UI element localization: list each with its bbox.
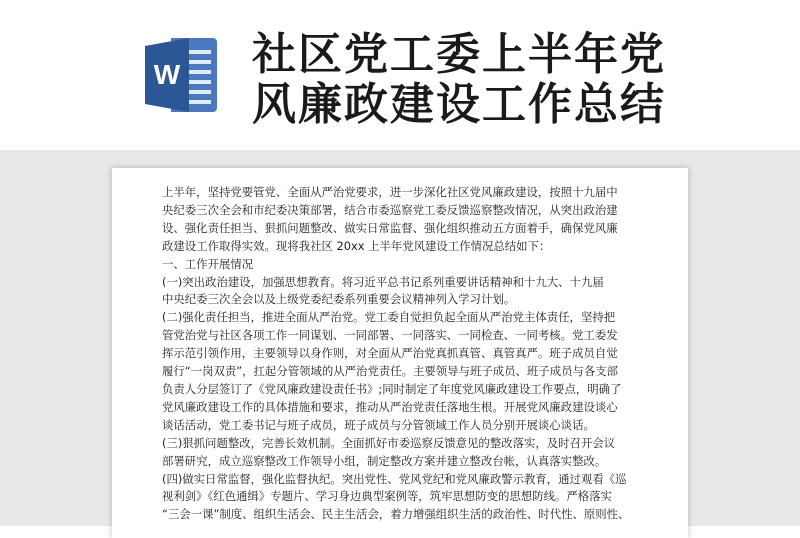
document-line: “三会一课”制度、组织生活会、民主生活会，着力增强组织生活的政治性、时代性、原则性、 [162, 507, 630, 522]
document-line: 管党治党与社区各项工作一同谋划、一同部署、一同落实、一同检查、一同考核。党工委发 [162, 328, 618, 343]
document-page [112, 168, 688, 538]
document-line: 设、强化责任担当、狠抓问题整改、做实日常监督、强化组织推动五方面着手，确保党风廉 [162, 220, 618, 235]
document-line: (一)突出政治建设，加强思想教育。将习近平总书记系列重要讲话精神和十九大、十九届 [162, 274, 604, 289]
document-line: 党风廉政建设工作的具体措施和要求，推动从严治党责任落地生根。开展党风廉政建设谈心 [162, 399, 618, 414]
document-body [162, 184, 662, 524]
document-line: (二)强化责任担当，推进全面从严治党。党工委自觉担负起全面从严治党主体责任，坚持把 [162, 310, 616, 325]
document-line: 挥示范引领作用，主要领导以身作则，对全面从严治党真抓真管、真管真严。班子成员自觉 [162, 346, 618, 361]
title-line-2: 风廉政建设工作总结 [252, 79, 666, 130]
document-line: 央纪委三次全会和市纪委决策部署，结合市委巡察党工委反馈巡察整改情况，从突出政治建 [162, 202, 618, 217]
header-area [0, 0, 800, 150]
title-line-1: 社区党工委上半年党 [252, 29, 666, 80]
document-line: 中央纪委三次全会以及上级党委纪委系列重要会议精神列入学习计划。 [162, 292, 516, 307]
document-line: 上半年，坚持党要管党、全面从严治党要求，进一步深化社区党风廉政建设，按照十九届中 [162, 185, 618, 199]
word-document-icon [141, 34, 223, 116]
document-line: 谈话活动，党工委书记与班子成员，班子成员与分管领域工作人员分别开展谈心谈话。 [162, 417, 595, 432]
document-line: (四)做实日常监督，强化监督执纪。突出党性、党风党纪和党风廉政警示教育，通过观看《巡 [162, 471, 627, 486]
document-line: (三)狠抓问题整改，完善长效机制。全面抓好市委巡察反馈意见的整改落实，及时召开会议 [162, 435, 616, 450]
word-icon-letter: W [153, 59, 181, 90]
document-line: 政建设工作取得实效。现将我社区 20xx 上半年党风建设工作情况总结如下： [162, 238, 551, 253]
section-heading: 一、工作开展情况 [162, 256, 254, 271]
document-line: 部署研究，成立巡察整改工作领导小组，制定整改方案并建立整改台帐，认真落实整改。 [162, 453, 607, 468]
document-line: 负责人分层签订了《党风廉政建设责任书》;同时制定了年度党风廉政建设工作要点，明确了 [162, 381, 622, 396]
page-title [252, 30, 772, 130]
document-line: 视利剑》《红色通缉》专题片、学习身边典型案例等，筑牢思想防变的思想防线。严格落实 [162, 489, 612, 504]
document-line: 履行“一岗双责”，扛起分管领域的从严治党责任。主要领导与班子成员、班子成员与各支部 [162, 364, 619, 379]
